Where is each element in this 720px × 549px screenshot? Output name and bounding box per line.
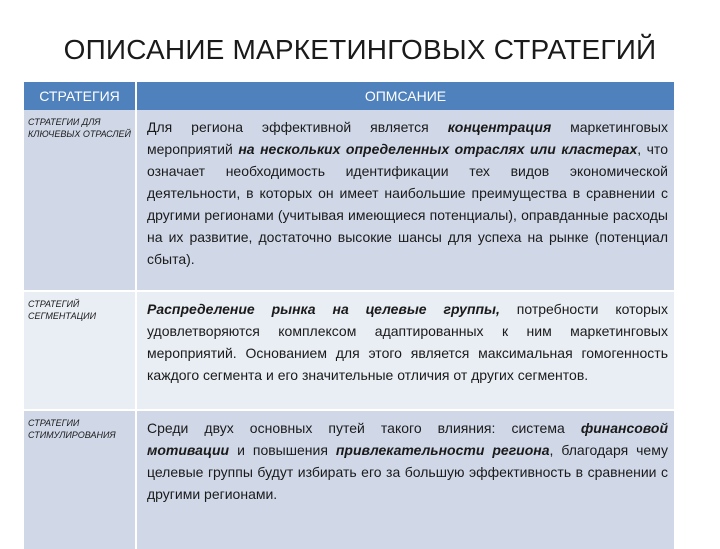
desc-text: Среди двух основных путей такого влияния: система: [147, 420, 581, 436]
table-row: [24, 110, 674, 291]
desc-text: потребности которых удовлетворяются комплексом адаптированных к ним маркетинговых мероприятий. Основанием для этого является максимальная гомогенность каждого сегмента и его значительные отличия от других сегментов.: [147, 301, 668, 383]
desc-emphasis: привлекательности региона: [335, 442, 550, 458]
desc-emphasis: концентрация: [447, 119, 552, 135]
strategy-name: СТРАТЕГИИ ДЛЯ КЛЮЧЕВЫХ ОТРАСЛЕЙ: [24, 110, 136, 291]
header-strategy: СТРАТЕГИЯ: [24, 82, 136, 110]
strategy-table: [24, 82, 674, 549]
desc-emphasis: на нескольких определенных отраслях или кластерах: [238, 141, 638, 157]
desc-text: , что означает необходимость идентификации тех видов экономической деятельности, в которых он имеет наибольшие преимущества в сравнении с другими регионами (учитывая имеющиеся потенциалы), оправданные расходы на их развитие, достаточно высокие шансы для успеха на рынке (потенциал сбыта).: [147, 141, 668, 267]
desc-text: , благодаря чему целевые группы будут избирать его за большую эффективность в сравнении с другими регионами.: [147, 442, 668, 502]
strategy-description: [136, 410, 674, 549]
desc-emphasis: Распределение рынка на целевые группы,: [147, 301, 500, 317]
strategy-name: СТРАТЕГИИ СТИМУЛИРОВАНИЯ: [24, 410, 136, 549]
strategy-description: [136, 291, 674, 410]
desc-emphasis: финансовой мотивации: [147, 420, 668, 458]
desc-text: маркетинговых мероприятий: [147, 119, 668, 157]
strategy-description: [136, 110, 674, 291]
table-header-row: [24, 82, 674, 110]
page-title: ОПИСАНИЕ МАРКЕТИНГОВЫХ СТРАТЕГИЙ: [63, 34, 657, 65]
table-row: [24, 291, 674, 410]
table-row: [24, 410, 674, 549]
desc-text: и повышения: [229, 442, 336, 458]
desc-text: Для региона эффективной является: [147, 119, 448, 135]
header-description: ОПМСАНИЕ: [136, 82, 674, 110]
strategy-name: СТРАТЕГИЙ СЕГМЕНТАЦИИ: [24, 291, 136, 410]
